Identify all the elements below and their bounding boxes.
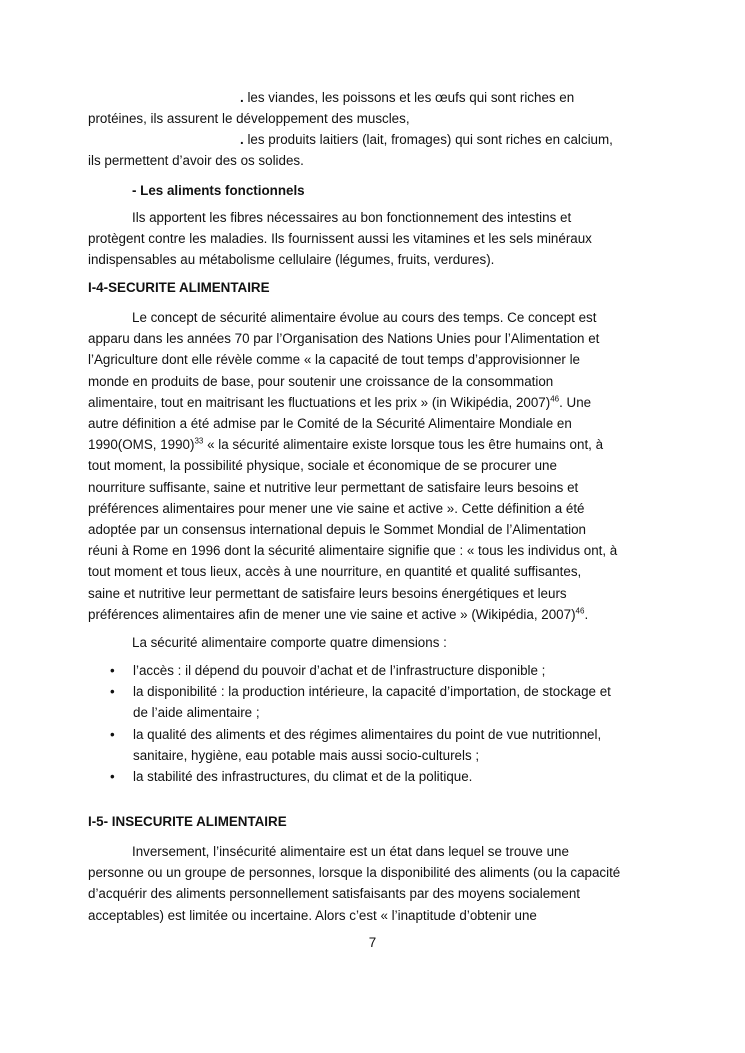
dimensions-intro: La sécurité alimentaire comporte quatre dimensions : [132, 635, 447, 650]
food-item-meat-line1: . les viandes, les poissons et les œufs qui sont riches en [240, 90, 575, 105]
bullet-icon: • [110, 726, 115, 742]
citation-ref: 46 [550, 394, 560, 404]
bullet-icon: • [110, 663, 115, 678]
citation-ref: 33 [194, 436, 204, 446]
food-item-dairy-line1: . les produits laitiers (lait, fromages) qui sont riches en calcium, [240, 132, 613, 147]
functional-foods-heading: - Les aliments fonctionnels [132, 183, 305, 198]
food-security-paragraph: Le concept de sécurité alimentaire évolue au cours des temps. Ce concept est apparu dans les années 70 par l’Organisation des Nations Unies pour l’Alimentation et l’Agriculture dont elle révèle comme « la capacité de tout temps d’approvisionner le monde en produits de base, pour soutenir une croissance de la consommation alimentaire, tout en maitrisant les fluctuations et les prix » (in Wikipédia, 2007)$^{46}$. Une autre définition a été admise par le Comité de la Sécurité Alimentaire Mondiale en 1990(OMS, 1990)$^{33}$ « la sécurité alimentaire existe lorsque tous les être humains ont, à tout moment, la possibilité physique, sociale et économique de se procurer une nourriture suffisante, saine et nutritive leur permettant de satisfaire leurs besoins et préférences alimentaires pour mener une vie saine et active ». Cette définition a été adoptée par un consensus international depuis le Sommet Mondial de l’Alimentation réuni à Rome en 1996 dont la sécurité alimentaire signifie que : « tous les individus ont, à tout moment et tous lieux, accès à une nourriture, en quantité et qualité suffisantes, saine et nutritive leur permettant de satisfaire leurs besoins énergétiques et leurs préférences alimentaires afin de mener une vie saine et active » (Wikipédia, 2007)$^{46}$. [88, 310, 618, 622]
dimensions-list [88, 660, 648, 787]
food-item-meat-line2: protéines, ils assurent le développement des muscles, [88, 111, 410, 126]
bullet-icon: • [110, 769, 115, 785]
citation-ref: 46 [575, 606, 585, 616]
page-number: 7 [368, 935, 377, 950]
list-marker: . [240, 132, 244, 147]
list-item: • l’accès : il dépend du pouvoir d’achat et de l’infrastructure disponible ; [88, 660, 648, 681]
food-insecurity-paragraph: Inversement, l’insécurité alimentaire est un état dans lequel se trouve une personne ou un groupe de personnes, lorsque la disponibilité des aliments (ou la capacité d’acquérir des aliments personnellement satisfaisants par des moyens socialement acceptables) est limitée ou incertaine. Alors c’est « l’inaptitude d’obtenir une [88, 844, 621, 923]
functional-foods-paragraph: Ils apportent les fibres nécessaires au bon fonctionnement des intestins et protègent contre les maladies. Ils fournissent aussi les vitamines et les sels minéraux indispensables au métabolisme cellulaire (légumes, fruits, verdures). [88, 210, 592, 268]
list-marker: . [240, 90, 244, 105]
list-item: • la stabilité des infrastructures, du climat et de la politique. [88, 766, 648, 787]
section-heading-food-insecurity: I-5- INSECURITE ALIMENTAIRE [88, 814, 287, 829]
list-item: • la qualité des aliments et des régimes alimentaires du point de vue nutritionnel, sanitaire, hygiène, eau potable mais aussi socio-culturels ; [88, 724, 648, 766]
section-heading-food-security: I-4-SECURITE ALIMENTAIRE [88, 280, 270, 295]
bullet-icon: • [110, 684, 115, 700]
list-item: • la disponibilité : la production intérieure, la capacité d’importation, de stockage et de l’aide alimentaire ; [88, 681, 648, 723]
food-item-dairy-line2: ils permettent d’avoir des os solides. [88, 153, 304, 168]
